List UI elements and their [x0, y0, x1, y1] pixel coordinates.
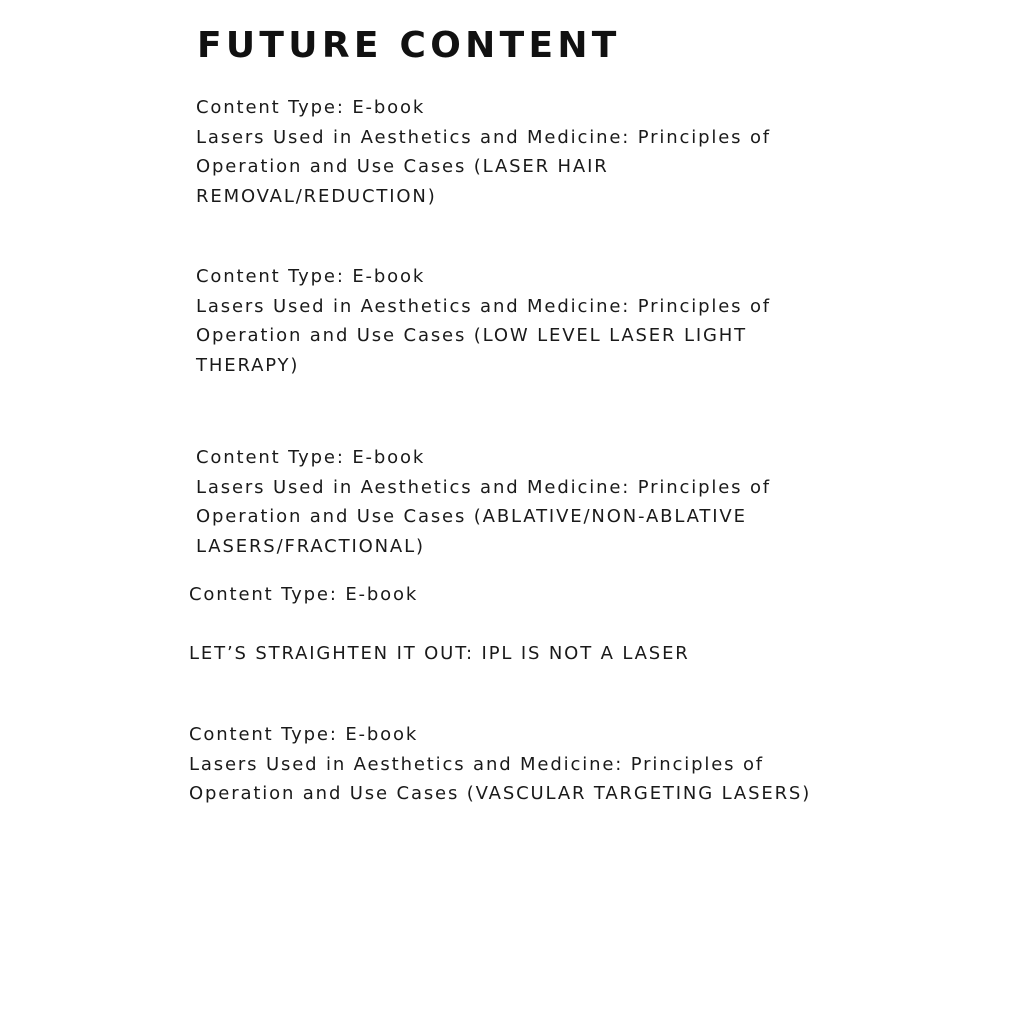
content-entry-laser-hair-removal	[196, 93, 771, 211]
page-title: FUTURE CONTENT	[197, 25, 621, 66]
content-type-line: Content Type: E-book	[196, 97, 426, 118]
entry-title-line: REMOVAL/REDUCTION)	[196, 185, 437, 207]
entry-title-line: Operation and Use Cases (ABLATIVE/NON-ABLATIVE	[196, 506, 747, 528]
entry-title-line: Operation and Use Cases (VASCULAR TARGETING LASERS)	[189, 783, 812, 805]
entry-title-line: LASERS/FRACTIONAL)	[196, 535, 425, 557]
entry-title-line: Lasers Used in Aesthetics and Medicine: Principles of	[196, 126, 771, 148]
content-type-line: Content Type: E-book	[189, 584, 419, 605]
content-entry-ipl-not-a-laser	[189, 580, 690, 669]
content-entry-ablative-lasers	[196, 443, 771, 561]
content-entry-low-level-laser-therapy	[196, 262, 771, 380]
content-type-line: Content Type: E-book	[196, 447, 426, 468]
content-type-line: Content Type: E-book	[189, 724, 419, 745]
entry-title-line: Lasers Used in Aesthetics and Medicine: Principles of	[196, 295, 771, 317]
entry-title-line: LET’S STRAIGHTEN IT OUT: IPL IS NOT A LASER	[189, 642, 690, 664]
entry-title-line: Operation and Use Cases (LOW LEVEL LASER LIGHT	[196, 325, 748, 347]
content-entry-vascular-targeting-lasers	[189, 720, 811, 809]
spacer	[189, 610, 690, 639]
entry-title-line: THERAPY)	[196, 354, 300, 376]
entry-title-line: Operation and Use Cases (LASER HAIR	[196, 156, 609, 178]
content-type-line: Content Type: E-book	[196, 266, 426, 287]
entry-title-line: Lasers Used in Aesthetics and Medicine: Principles of	[196, 476, 771, 498]
entry-title-line: Lasers Used in Aesthetics and Medicine: Principles of	[189, 753, 764, 775]
